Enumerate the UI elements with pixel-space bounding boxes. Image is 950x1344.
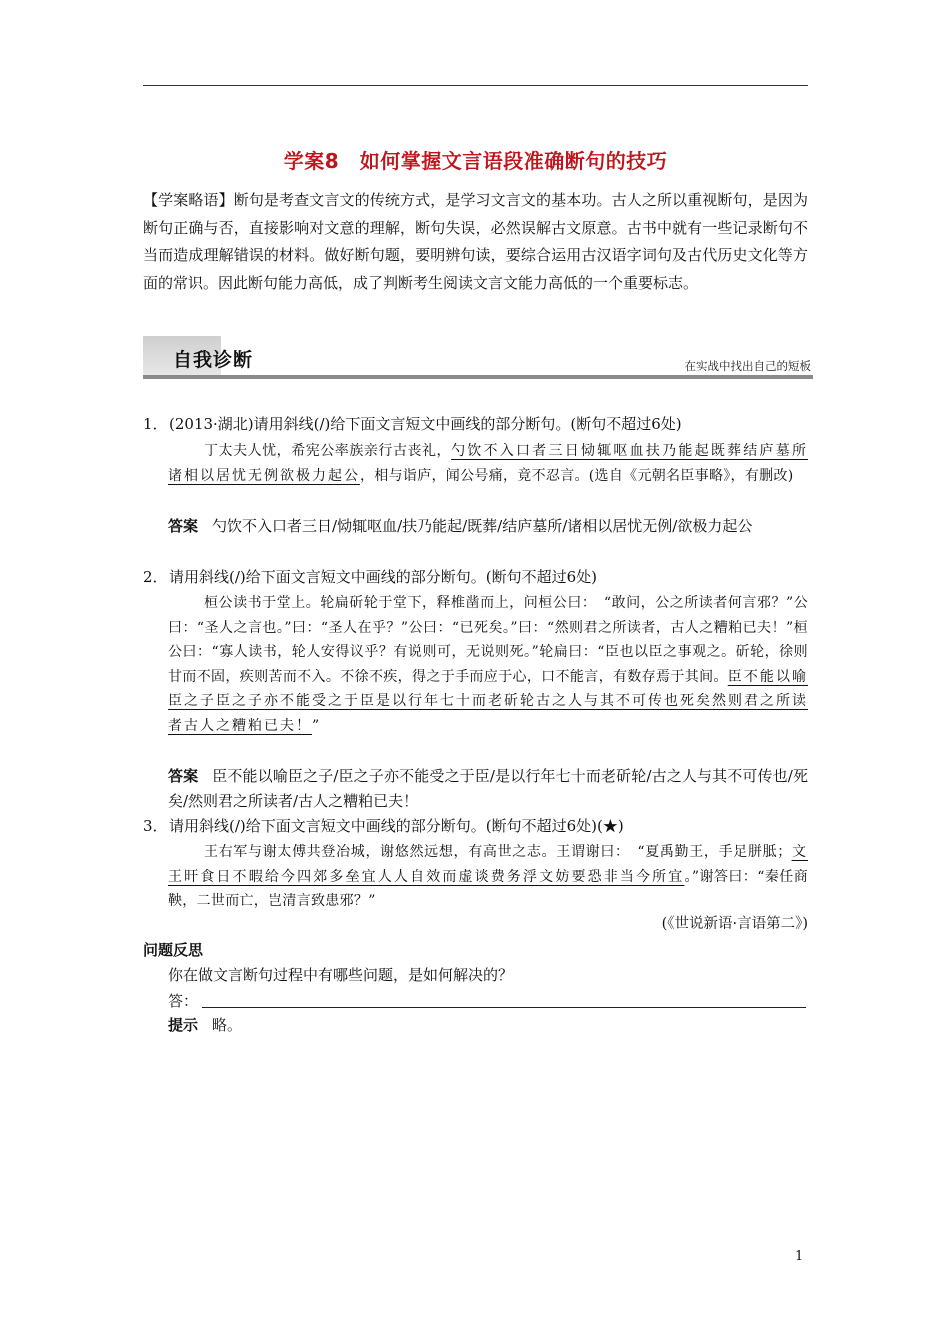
passage-text: ” <box>312 717 320 734</box>
underlined-passage: 勺饮不入口者三日恸辄呕血扶乃能起既葬结庐墓所诸相以居忧无例欲极力起公 <box>168 443 808 484</box>
question-number: 3． <box>143 817 168 835</box>
intro-text: 断句是考查文言文的传统方式，是学习文言文的基本功。古人之所以重视断句，是因为断句正确与否，直接影响对文意的理解，断句失误，必然误解古文原意。古书中就有一些记录断句不当而造成理解错误的材料。做好断句题，要明辨句读，要综合运用古汉语字词句及古代历史文化等方面的常识。因此断句能力高低，成了判断考生阅读文言文能力高低的一个重要标志。 <box>143 191 808 292</box>
passage-text: 王右军与谢太傅共登冶城，谢悠然远想，有高世之志。王谓谢曰： “夏禹勤王，手足胼胝； <box>204 844 792 860</box>
passage-text: 桓公读书于堂上。轮扁斫轮于堂下，释椎凿而上，问桓公曰： “敢问，公之所读者何言邪？”公曰：“圣人之言也。”曰：“圣人在乎？”公曰：“已死矣。”曰：“然则君之所读者，古人之糟粕已夫！”桓公曰：“寡人读书，轮人安得议乎？有说则可，无说则死。”轮扁曰：“臣也以臣之事观之。斫轮，徐则甘而不固，疾则苦而不入。不徐不疾，得之于手而应于心，口不能言，有数存焉于其间。 <box>168 595 808 685</box>
question-prompt: 请用斜线(/)给下面文言短文中画线的部分断句。(断句不超过6处)(★) <box>169 817 624 835</box>
question-prompt: 请用斜线(/)给下面文言短文中画线的部分断句。(断句不超过6处) <box>169 568 598 586</box>
answer-label: 答： <box>168 992 199 1010</box>
passage-3 <box>168 840 808 914</box>
passage-text: 丁太夫人忧，希宪公率族亲行古丧礼， <box>204 443 452 459</box>
answer-1 <box>168 514 808 539</box>
header-rule <box>143 85 808 86</box>
section-label: 自我诊断 <box>173 349 254 371</box>
intro-paragraph <box>143 187 808 297</box>
question-number: 1． <box>143 415 168 433</box>
passage-source: (《世说新语·言语第二》) <box>661 916 808 932</box>
answer-key: 答案 <box>168 517 199 535</box>
question-prompt: (2013·湖北)请用斜线(/)给下面文言短文中画线的部分断句。(断句不超过6处) <box>169 415 682 433</box>
reflection-answer-field[interactable] <box>168 990 808 1014</box>
passage-1 <box>168 439 808 488</box>
underlined-passage: 文王旰食日不暇给今四郊多垒宜人人自效而虚谈费务浮文妨要恐非当今所宜 <box>168 844 808 885</box>
reflection-question: 你在做文言断句过程中有哪些问题，是如何解决的？ <box>168 966 514 984</box>
section-rule <box>143 375 813 379</box>
tip-text: 略。 <box>212 1016 243 1034</box>
reflection-title: 问题反思 <box>143 941 204 959</box>
question-2 <box>143 565 808 589</box>
passage-2 <box>168 591 808 738</box>
tip-key: 提示 <box>168 1016 199 1034</box>
passage-text: 。”谢答曰：“秦任商鞅，二世而亡，岂清言致患邪？” <box>168 868 808 909</box>
answer-2 <box>168 764 808 814</box>
tip <box>168 1013 242 1037</box>
underlined-passage: 臣不能以喻臣之子臣之子亦不能受之于臣是以行年七十而老斫轮古之人与其不可传也死矣然则君之所读者古人之糟粕已夫！ <box>168 668 808 734</box>
answer-text: 臣不能以喻臣之子/臣之子亦不能受之于臣/是以行年七十而老斫轮/古之人与其不可传也/死矣/然则君之所读者/古人之糟粕已夫！ <box>168 767 808 810</box>
answer-text: 勺饮不入口者三日/恸辄呕血/扶乃能起/既葬/结庐墓所/诸相以居忧无例/欲极力起公 <box>212 517 753 535</box>
section-hint: 在实战中找出自己的短板 <box>684 359 811 373</box>
page-title: 学案8 如何掌握文言语段准确断句的技巧 <box>283 149 668 173</box>
answer-line <box>202 1007 806 1008</box>
page-number: 1 <box>795 1249 804 1264</box>
question-number: 2． <box>143 568 168 586</box>
answer-key: 答案 <box>168 767 199 785</box>
question-1 <box>143 412 808 436</box>
passage-text: ，相与诣庐，闻公号痛，竟不忍言。(选自《元朝名臣事略》，有删改) <box>360 467 794 484</box>
section-header <box>143 336 813 381</box>
question-3 <box>143 814 808 838</box>
intro-tag: 【学案略语】 <box>143 191 234 209</box>
